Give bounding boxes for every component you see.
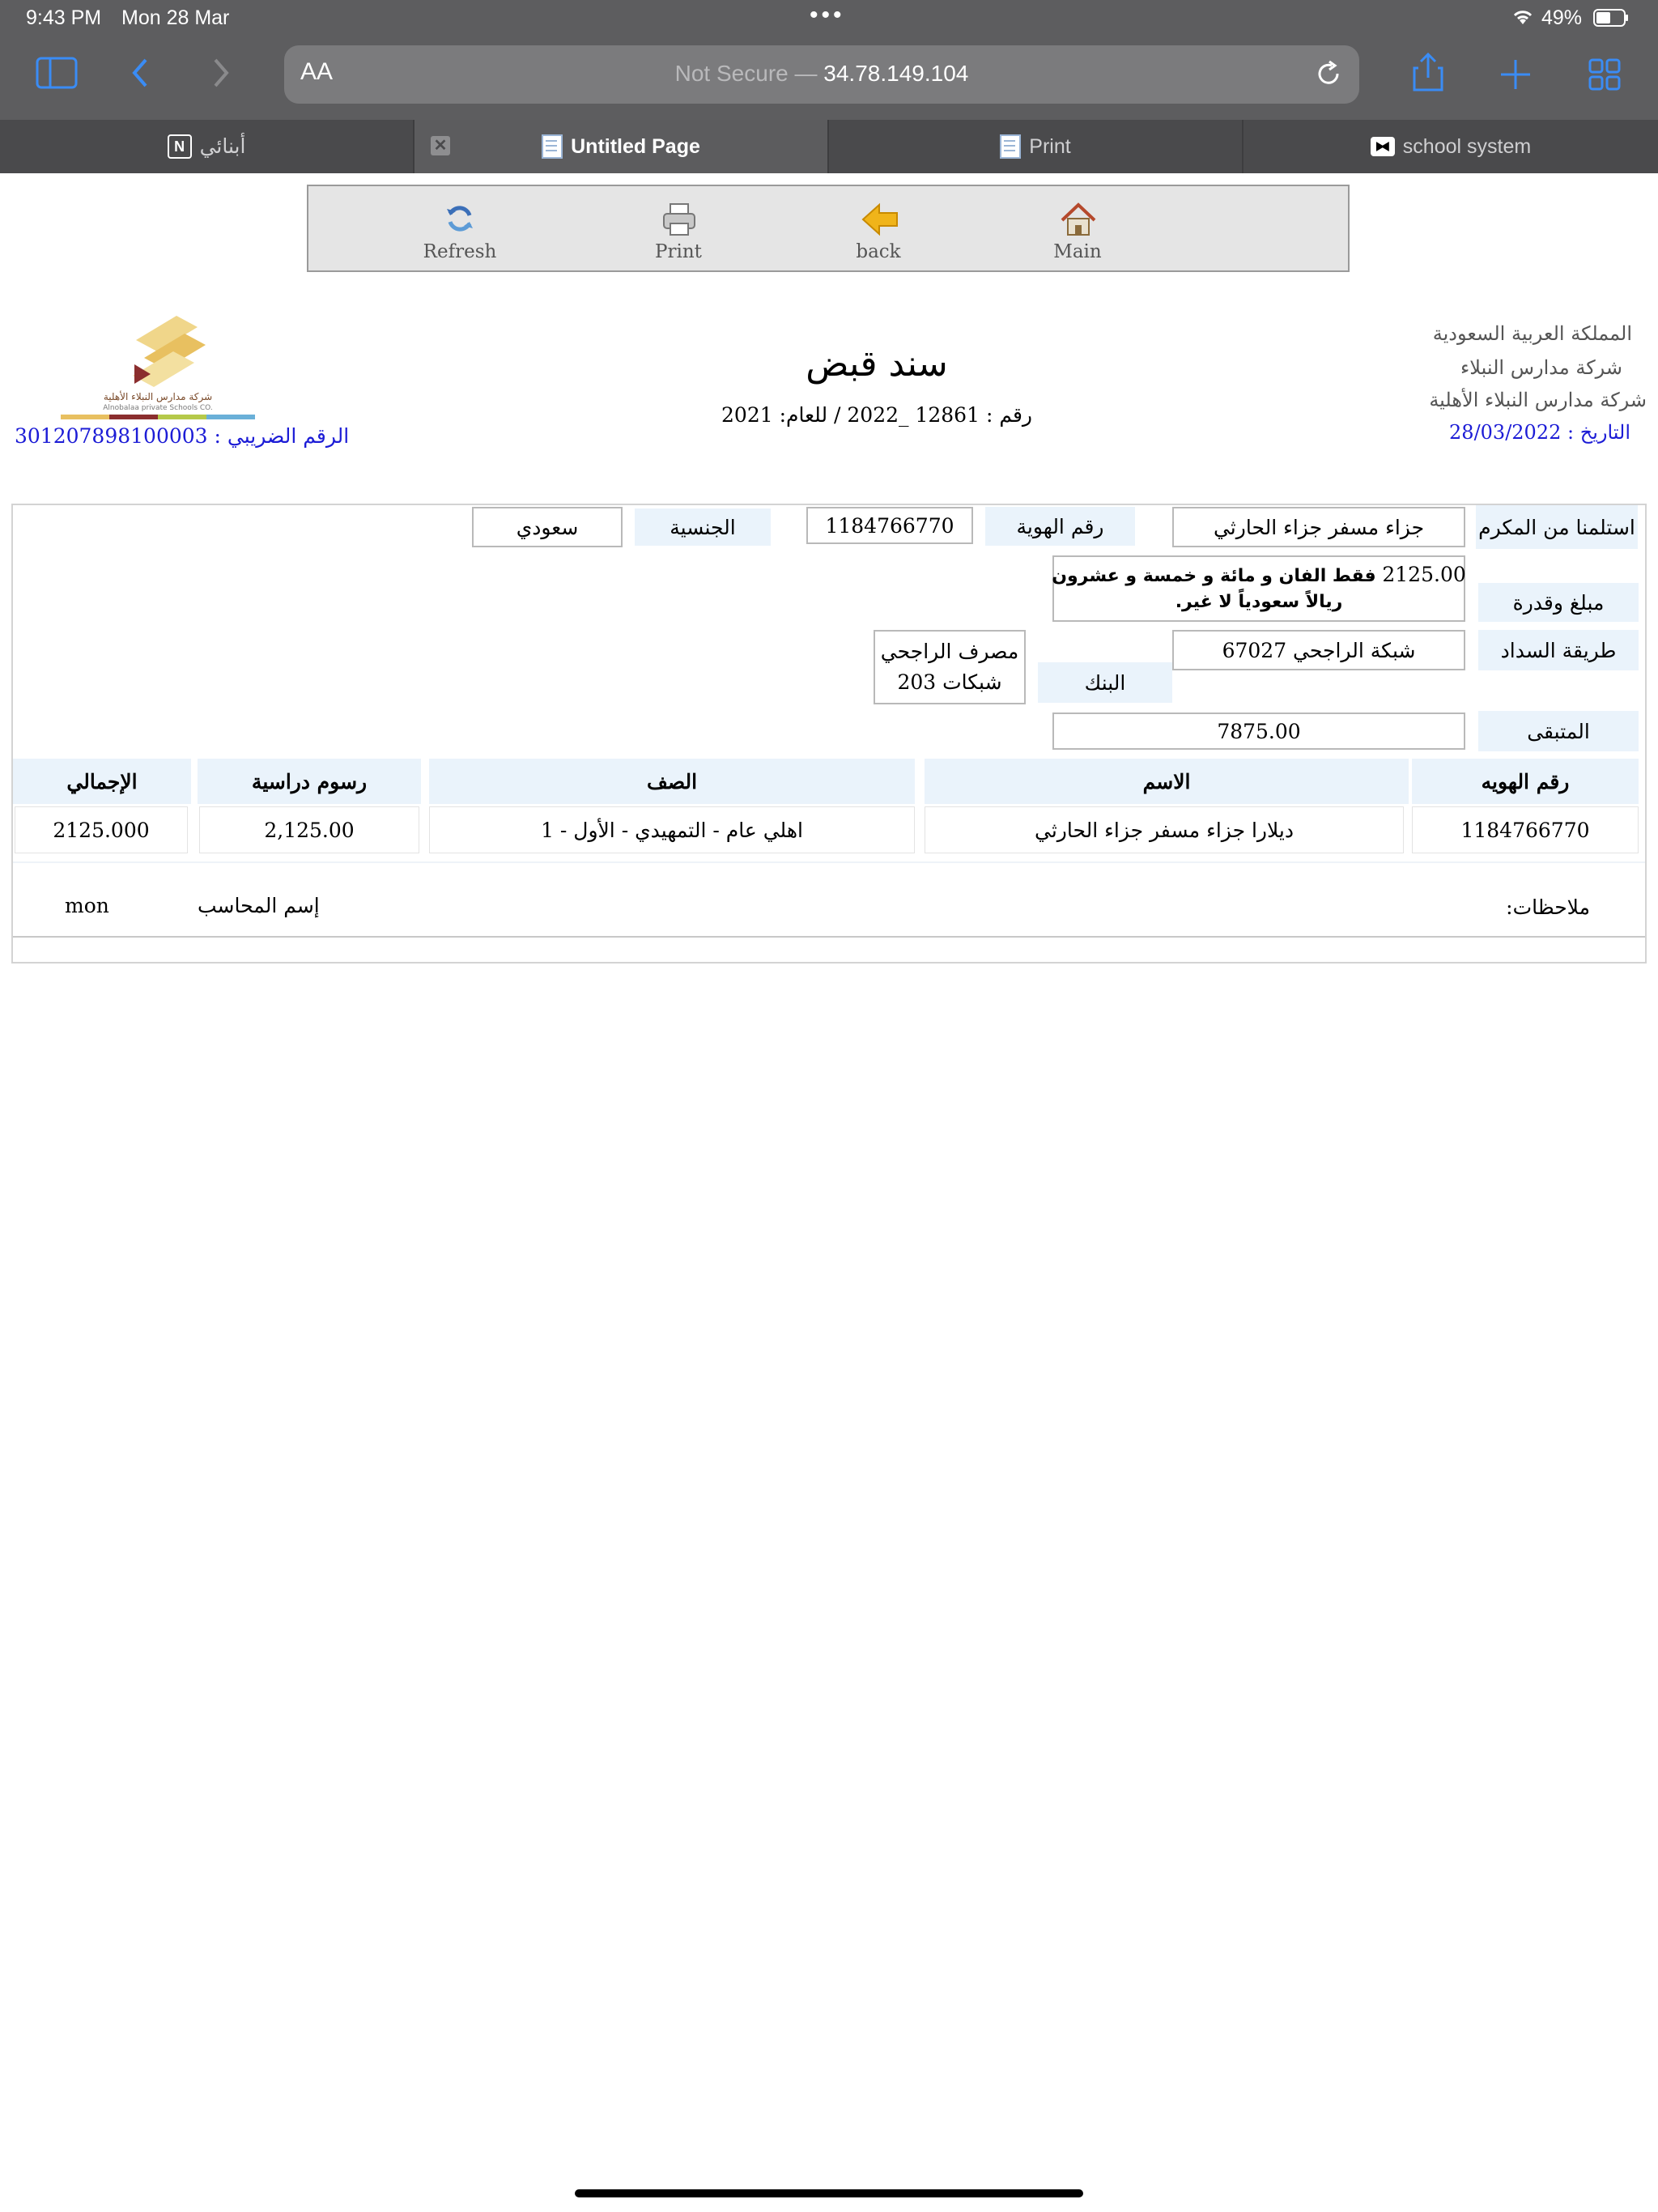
refresh-button[interactable] [411,202,508,262]
col-header-name: الاسم [925,759,1409,804]
tab-bar [0,120,1658,173]
col-header-class: الصف [429,759,915,804]
page-toolbar [307,185,1350,272]
amount-field [1052,555,1465,622]
tab-overview-icon[interactable] [1588,58,1621,94]
share-icon[interactable] [1412,52,1444,96]
tab-label: Print [1029,134,1071,158]
reload-icon[interactable] [1314,59,1343,91]
address-bar[interactable] [284,45,1359,104]
page-icon [1000,134,1021,159]
header-company-full: شركة مدارس النبلاء الأهلية [1429,389,1647,411]
remaining-field: 7875.00 [1052,713,1465,750]
nationality-field: سعودي [472,507,623,547]
amount-words-line-1: فقط الفان و مائة و خمسة و عشرون [1052,566,1376,586]
amount-number: 2125.00 [1382,563,1466,586]
tab-print[interactable] [829,120,1244,173]
tab-label: Untitled Page [571,134,700,158]
back-arrow-icon [861,202,895,236]
battery-icon [1593,9,1629,30]
nationality-label: الجنسية [635,508,771,546]
tax-number: الرقم الضريبي : 301207898100003 [15,424,350,448]
amount-words-line-2: ريالاً سعودياً لا غير. [1175,592,1343,612]
url-security-label: Not Secure — [674,61,818,86]
accountant-label: إسم المحاسب [198,894,320,917]
col-header-total: الإجمالي [13,759,191,804]
tab-school-system[interactable] [1244,120,1658,173]
cell-class: اهلي عام - التمهيدي - الأول - 1 [429,806,915,853]
id-field: 1184766770 [806,507,973,544]
notes-label: ملاحظات: [1506,895,1590,919]
payment-method-label: طريقة السداد [1478,630,1639,670]
battery-percent: 49% [1541,6,1583,29]
print-label: Print [655,241,702,262]
header-country: المملكة العربية السعودية [1432,322,1632,345]
school-logo [57,301,259,424]
page-icon [542,134,563,159]
main-label: Main [1053,241,1102,262]
back-nav-icon[interactable] [130,57,149,92]
browser-chrome [0,0,1658,120]
cell-total: 2125.000 [15,806,188,853]
cell-fees: 2,125.00 [199,806,419,853]
main-button[interactable] [1029,202,1126,262]
refresh-icon [443,202,477,236]
new-tab-icon[interactable] [1499,58,1532,94]
remaining-label: المتبقى [1478,711,1639,751]
divider [13,861,1645,863]
divider [13,936,1645,938]
receipt-date: التاريخ : 28/03/2022 [1449,421,1630,444]
home-icon [1061,202,1095,236]
amount-label: مبلغ وقدرة [1478,583,1639,622]
page-title: سند قبض [806,343,948,385]
close-tab-icon[interactable]: ✕ [431,136,450,155]
home-indicator [575,2189,1083,2197]
id-label: رقم الهوية [985,507,1135,546]
printer-icon [661,202,695,236]
sidebar-icon[interactable] [36,57,78,92]
tab-label: أبنائي [199,135,246,158]
tab-label: school system [1402,134,1532,158]
logo-text-ar: شركة مدارس النبلاء الأهلية [103,391,213,402]
reader-aa-button[interactable]: AA [300,58,334,85]
cell-name: ديلارا جزاء مسفر جزاء الحارثي [925,806,1404,853]
bank-network: شبكات 203 [897,670,1002,694]
bank-label: البنك [1038,662,1172,703]
url-host: 34.78.149.104 [823,61,969,86]
received-from-field: جزاء مسفر جزاء الحارثي [1172,507,1465,547]
logo-text-en: Alnobalaa private Schools CO. [103,404,213,412]
tab-untitled-page[interactable] [414,120,829,173]
print-button[interactable] [630,202,727,262]
header-company: شركة مدارس النبلاء [1460,356,1622,379]
tab-abnai[interactable] [0,120,414,173]
received-from-label: استلمنا من المكرم [1476,505,1638,549]
payment-method-field: شبكة الراجحي 67027 [1172,630,1465,670]
forward-nav-icon[interactable] [212,57,232,92]
url-display[interactable] [284,61,1359,87]
multitask-dots-icon[interactable]: ••• [810,2,845,28]
refresh-label: Refresh [423,241,497,262]
receipt-number: رقم : 12861 _2022 / للعام: 2021 [721,403,1032,427]
notion-icon: N [168,134,192,159]
bank-name: مصرف الراجحي [880,640,1019,663]
cell-id: 1184766770 [1412,806,1639,853]
wifi-icon [1511,8,1535,29]
bank-field [874,630,1026,704]
status-date: Mon 28 Mar [121,6,230,29]
accountant-name: mon [65,894,109,917]
col-header-id: رقم الهويه [1412,759,1639,804]
back-label: back [856,241,901,262]
school-system-icon [1371,137,1395,156]
col-header-fees: رسوم دراسية [198,759,421,804]
status-time: 9:43 PM [26,6,102,29]
back-button[interactable] [830,202,927,262]
